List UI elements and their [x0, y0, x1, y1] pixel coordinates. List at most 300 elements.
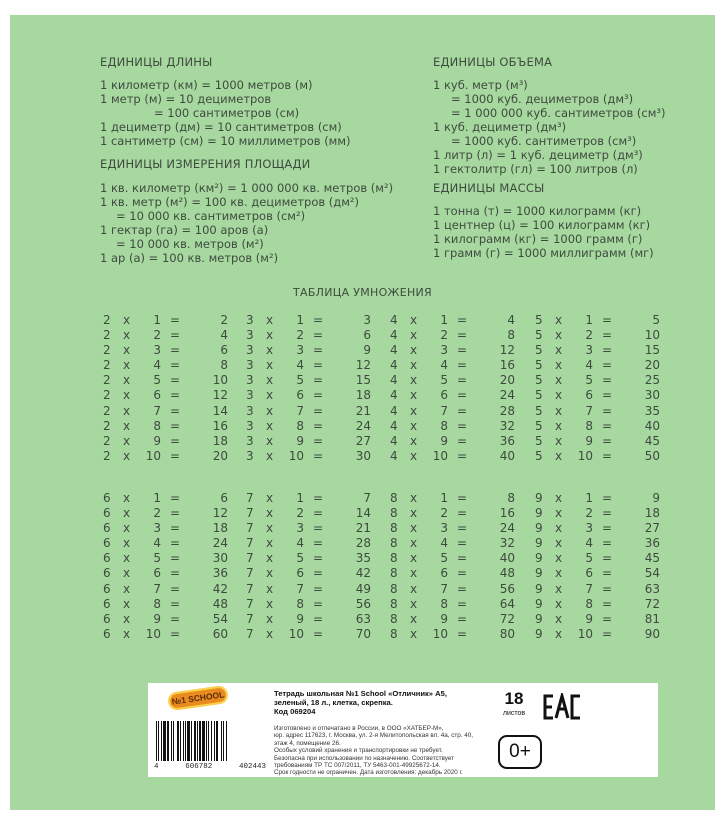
- factor: 5: [535, 433, 543, 448]
- product: 6: [363, 328, 371, 343]
- times-table-6: [103, 491, 243, 642]
- multiplication-row: [390, 419, 530, 434]
- product: 27: [644, 521, 660, 536]
- area-line: = 10 000 кв. метров (м²): [116, 237, 264, 251]
- product: 5: [652, 313, 660, 327]
- product: 32: [499, 536, 515, 551]
- factor: 6: [103, 596, 111, 611]
- volume-line: 1 куб. метр (м³): [433, 78, 528, 92]
- product: 7: [363, 491, 371, 505]
- factor: 3: [246, 448, 254, 463]
- mass-line: 1 центнер (ц) = 100 килограмм (кг): [433, 218, 651, 232]
- factor: 8: [390, 626, 398, 641]
- area-units-list: [100, 181, 393, 265]
- product: 27: [355, 433, 371, 448]
- multiplication-row: [535, 506, 675, 521]
- length-units-list: [100, 78, 351, 148]
- multiplier: 4: [296, 536, 304, 551]
- multiplier: 1: [153, 313, 161, 327]
- times-sign: x: [410, 388, 418, 403]
- times-sign: x: [266, 373, 274, 388]
- equals-sign: =: [457, 596, 468, 611]
- multiplier: 8: [440, 418, 448, 433]
- barcode-bar: [194, 721, 196, 761]
- factor: 7: [246, 581, 254, 596]
- multiplier: 9: [440, 433, 448, 448]
- mass-units-title: ЕДИНИЦЫ МАССЫ: [433, 181, 545, 195]
- multiplier: 1: [585, 313, 593, 327]
- product: 14: [355, 506, 371, 521]
- product: 8: [507, 328, 515, 343]
- equals-sign: =: [602, 313, 613, 327]
- multiplier: 6: [296, 388, 304, 403]
- equals-sign: =: [602, 506, 613, 521]
- equals-sign: =: [170, 433, 181, 448]
- equals-sign: =: [602, 491, 613, 505]
- multiplication-row: [246, 627, 386, 642]
- equals-sign: =: [313, 343, 324, 358]
- multiplication-row: [246, 597, 386, 612]
- multiplication-row: [535, 521, 675, 536]
- product: 48: [212, 596, 228, 611]
- barcode-bar: [199, 721, 201, 761]
- product: 30: [355, 448, 371, 463]
- equals-sign: =: [457, 551, 468, 566]
- factor: 3: [246, 403, 254, 418]
- factor: 4: [390, 358, 398, 373]
- multiplication-row: [390, 536, 530, 551]
- barcode-digit-group: 4: [154, 763, 159, 771]
- times-sign: x: [410, 536, 418, 551]
- barcode-bar: [161, 721, 162, 761]
- factor: 5: [535, 343, 543, 358]
- factor: 8: [390, 536, 398, 551]
- times-sign: x: [555, 581, 563, 596]
- times-sign: x: [410, 506, 418, 521]
- multiplier: 1: [440, 491, 448, 505]
- multiplication-row: [390, 373, 530, 388]
- multiplication-row: [103, 597, 243, 612]
- factor: 5: [535, 358, 543, 373]
- multiplication-row: [246, 551, 386, 566]
- times-sign: x: [555, 521, 563, 536]
- factor: 9: [535, 566, 543, 581]
- product: 12: [355, 358, 371, 373]
- volume-line: 1 куб. дециметр (дм³): [433, 120, 567, 134]
- equals-sign: =: [457, 313, 468, 327]
- equals-sign: =: [313, 373, 324, 388]
- factor: 9: [535, 596, 543, 611]
- factor: 6: [103, 581, 111, 596]
- multiplication-row: [390, 506, 530, 521]
- multiplication-row: [246, 536, 386, 551]
- factor: 5: [535, 313, 543, 327]
- times-sign: x: [123, 418, 131, 433]
- times-sign: x: [123, 521, 131, 536]
- length-line: 1 метр (м) = 10 дециметров: [100, 92, 272, 106]
- area-units-title: ЕДИНИЦЫ ИЗМЕРЕНИЯ ПЛОЩАДИ: [100, 157, 311, 171]
- product: 12: [212, 388, 228, 403]
- product: 30: [212, 551, 228, 566]
- product: 20: [499, 373, 515, 388]
- barcode-bar: [208, 721, 209, 761]
- factor: 2: [103, 358, 111, 373]
- equals-sign: =: [457, 491, 468, 505]
- times-sign: x: [123, 358, 131, 373]
- barcode-bar: [226, 721, 227, 761]
- times-sign: x: [123, 551, 131, 566]
- factor: 8: [390, 551, 398, 566]
- equals-sign: =: [457, 373, 468, 388]
- equals-sign: =: [313, 611, 324, 626]
- multiplication-row: [535, 328, 675, 343]
- factor: 5: [535, 328, 543, 343]
- equals-sign: =: [602, 403, 613, 418]
- multiplier: 8: [153, 596, 161, 611]
- times-sign: x: [555, 611, 563, 626]
- multiplication-row: [390, 328, 530, 343]
- times-sign: x: [555, 448, 563, 463]
- multiplication-row: [535, 358, 675, 373]
- equals-sign: =: [602, 358, 613, 373]
- multiplication-row: [390, 491, 530, 506]
- multiplication-row: [246, 506, 386, 521]
- eac-mark-icon: [542, 693, 582, 721]
- equals-sign: =: [170, 343, 181, 358]
- barcode-bar: [206, 721, 207, 761]
- multiplier: 4: [440, 536, 448, 551]
- times-sign: x: [123, 506, 131, 521]
- multiplication-row: [246, 388, 386, 403]
- multiplier: 7: [440, 403, 448, 418]
- multiplier: 5: [153, 373, 161, 388]
- multiplication-row: [103, 521, 243, 536]
- product: 56: [355, 596, 371, 611]
- multiplication-row: [246, 491, 386, 506]
- factor: 9: [535, 611, 543, 626]
- mass-line: 1 тонна (т) = 1000 килограмм (кг): [433, 204, 642, 218]
- barcode-bar: [183, 721, 184, 761]
- times-sign: x: [266, 343, 274, 358]
- barcode-bar: [216, 721, 218, 761]
- multiplication-row: [390, 521, 530, 536]
- barcode-number: [154, 763, 266, 771]
- multiplication-row: [246, 404, 386, 419]
- equals-sign: =: [313, 403, 324, 418]
- equals-sign: =: [170, 403, 181, 418]
- factor: 2: [103, 328, 111, 343]
- product-info-line: юр. адрес 117623, г. Москва, ул. 2-я Мелитопольская вл. 4а, стр. 40,: [274, 732, 474, 740]
- factor: 2: [103, 388, 111, 403]
- equals-sign: =: [313, 521, 324, 536]
- length-units-title: ЕДИНИЦЫ ДЛИНЫ: [100, 55, 213, 69]
- factor: 2: [103, 448, 111, 463]
- factor: 4: [390, 328, 398, 343]
- multiplication-row: [103, 506, 243, 521]
- multiplication-row: [246, 449, 386, 464]
- multiplication-row: [390, 582, 530, 597]
- times-sign: x: [410, 611, 418, 626]
- equals-sign: =: [457, 581, 468, 596]
- multiplier: 1: [153, 491, 161, 505]
- multiplier: 7: [296, 581, 304, 596]
- factor: 9: [535, 491, 543, 505]
- multiplication-row: [103, 551, 243, 566]
- product: 54: [644, 566, 660, 581]
- multiplication-row: [535, 434, 675, 449]
- times-sign: x: [266, 358, 274, 373]
- equals-sign: =: [313, 328, 324, 343]
- times-sign: x: [410, 551, 418, 566]
- equals-sign: =: [313, 551, 324, 566]
- multiplication-table-title: ТАБЛИЦА УМНОЖЕНИЯ: [292, 286, 433, 299]
- multiplier: 7: [153, 403, 161, 418]
- factor: 4: [390, 433, 398, 448]
- barcode-bar: [211, 721, 212, 761]
- multiplier: 7: [296, 403, 304, 418]
- multiplication-row: [535, 582, 675, 597]
- times-sign: x: [123, 328, 131, 343]
- multiplication-row: [535, 551, 675, 566]
- factor: 2: [103, 313, 111, 327]
- factor: 6: [103, 566, 111, 581]
- equals-sign: =: [602, 388, 613, 403]
- times-sign: x: [266, 388, 274, 403]
- product: 6: [220, 491, 228, 505]
- multiplier: 3: [440, 521, 448, 536]
- equals-sign: =: [457, 433, 468, 448]
- product: 64: [499, 596, 515, 611]
- equals-sign: =: [602, 566, 613, 581]
- multiplier: 3: [440, 343, 448, 358]
- equals-sign: =: [170, 448, 181, 463]
- multiplier: 2: [585, 506, 593, 521]
- factor: 4: [390, 373, 398, 388]
- equals-sign: =: [170, 418, 181, 433]
- times-sign: x: [266, 611, 274, 626]
- barcode-bar: [223, 721, 224, 761]
- factor: 6: [103, 551, 111, 566]
- multiplier: 9: [296, 611, 304, 626]
- equals-sign: =: [170, 521, 181, 536]
- times-sign: x: [123, 611, 131, 626]
- sheets-label: листов: [502, 710, 526, 717]
- multiplication-row: [103, 388, 243, 403]
- product: 28: [499, 403, 515, 418]
- equals-sign: =: [457, 626, 468, 641]
- multiplication-row: [103, 419, 243, 434]
- equals-sign: =: [602, 611, 613, 626]
- multiplier: 1: [296, 313, 304, 327]
- equals-sign: =: [170, 536, 181, 551]
- product: 16: [499, 358, 515, 373]
- product-info-line: требованиям ТР ТС 007/2011, ТУ 5463-001-49925672-14.: [274, 762, 441, 770]
- product-info-line: Особых условий хранения и транспортировки не требует.: [274, 747, 443, 755]
- multiplier: 7: [153, 581, 161, 596]
- equals-sign: =: [170, 551, 181, 566]
- product: 54: [212, 611, 228, 626]
- multiplier: 9: [153, 433, 161, 448]
- length-line: = 100 сантиметров (см): [154, 106, 300, 120]
- equals-sign: =: [457, 328, 468, 343]
- volume-units-list: [433, 78, 666, 176]
- times-table-4: [390, 313, 530, 464]
- times-sign: x: [555, 388, 563, 403]
- multiplier: 5: [585, 551, 593, 566]
- times-sign: x: [410, 358, 418, 373]
- product-title: [274, 689, 484, 716]
- multiplier: 10: [145, 448, 161, 463]
- product: 42: [212, 581, 228, 596]
- multiplication-row: [390, 627, 530, 642]
- product: 18: [355, 388, 371, 403]
- equals-sign: =: [313, 506, 324, 521]
- equals-sign: =: [313, 581, 324, 596]
- multiplication-row: [103, 627, 243, 642]
- product: 16: [499, 506, 515, 521]
- product: 35: [355, 551, 371, 566]
- times-table-8: [390, 491, 530, 642]
- factor: 6: [103, 521, 111, 536]
- length-line: 1 дециметр (дм) = 10 сантиметров (см): [100, 120, 342, 134]
- multiplier: 4: [296, 358, 304, 373]
- sheets-count: 18: [504, 689, 524, 708]
- multiplier: 1: [296, 491, 304, 505]
- times-sign: x: [266, 626, 274, 641]
- product: 36: [644, 536, 660, 551]
- multiplication-row: [246, 373, 386, 388]
- equals-sign: =: [457, 611, 468, 626]
- factor: 8: [390, 566, 398, 581]
- product-title-line: зеленый, 18 л., клетка, скрепка.: [274, 698, 393, 707]
- multiplication-row: [390, 343, 530, 358]
- product: 90: [644, 626, 660, 641]
- product: 63: [644, 581, 660, 596]
- equals-sign: =: [170, 313, 181, 327]
- times-sign: x: [555, 343, 563, 358]
- times-sign: x: [555, 313, 563, 327]
- multiplier: 4: [153, 536, 161, 551]
- equals-sign: =: [170, 566, 181, 581]
- volume-line: = 1000 куб. дециметров (дм³): [451, 92, 634, 106]
- multiplication-row: [390, 566, 530, 581]
- multiplication-row: [103, 434, 243, 449]
- product: 81: [644, 611, 660, 626]
- product: 21: [355, 521, 371, 536]
- product: 70: [355, 626, 371, 641]
- times-sign: x: [555, 566, 563, 581]
- times-sign: x: [410, 581, 418, 596]
- times-sign: x: [410, 313, 418, 327]
- factor: 5: [535, 373, 543, 388]
- equals-sign: =: [457, 343, 468, 358]
- multiplier: 3: [585, 521, 593, 536]
- equals-sign: =: [170, 388, 181, 403]
- multiplier: 9: [585, 611, 593, 626]
- multiplication-row: [390, 358, 530, 373]
- times-sign: x: [123, 596, 131, 611]
- multiplier: 10: [288, 448, 304, 463]
- times-sign: x: [410, 596, 418, 611]
- times-sign: x: [123, 626, 131, 641]
- barcode-bar: [177, 721, 179, 761]
- multiplier: 7: [440, 581, 448, 596]
- equals-sign: =: [602, 433, 613, 448]
- product: 80: [499, 626, 515, 641]
- area-line: = 10 000 кв. сантиметров (см²): [116, 209, 306, 223]
- equals-sign: =: [313, 566, 324, 581]
- multiplication-row: [390, 612, 530, 627]
- equals-sign: =: [313, 388, 324, 403]
- factor: 4: [390, 388, 398, 403]
- equals-sign: =: [170, 373, 181, 388]
- multiplication-row: [103, 449, 243, 464]
- product: 50: [644, 448, 660, 463]
- multiplier: 2: [296, 328, 304, 343]
- factor: 8: [390, 596, 398, 611]
- multiplication-row: [535, 536, 675, 551]
- multiplier: 3: [296, 343, 304, 358]
- product-info: [274, 725, 504, 777]
- factor: 7: [246, 506, 254, 521]
- times-sign: x: [266, 551, 274, 566]
- factor: 2: [103, 418, 111, 433]
- multiplier: 8: [153, 418, 161, 433]
- equals-sign: =: [602, 551, 613, 566]
- multiplier: 2: [153, 506, 161, 521]
- times-sign: x: [123, 433, 131, 448]
- factor: 3: [246, 373, 254, 388]
- product: 21: [355, 403, 371, 418]
- length-line: 1 сантиметр (см) = 10 миллиметров (мм): [100, 134, 351, 148]
- product: 4: [220, 328, 228, 343]
- multiplication-row: [535, 597, 675, 612]
- multiplier: 10: [288, 626, 304, 641]
- product: 40: [644, 418, 660, 433]
- multiplication-row: [103, 612, 243, 627]
- product: 14: [212, 403, 228, 418]
- times-sign: x: [123, 403, 131, 418]
- equals-sign: =: [602, 328, 613, 343]
- product-info-line: Безопасна при использовании по назначению. Соответствует: [274, 754, 455, 762]
- times-sign: x: [123, 313, 131, 327]
- factor: 7: [246, 491, 254, 505]
- equals-sign: =: [457, 536, 468, 551]
- product: 28: [355, 536, 371, 551]
- equals-sign: =: [170, 506, 181, 521]
- times-sign: x: [555, 626, 563, 641]
- times-sign: x: [410, 343, 418, 358]
- times-sign: x: [266, 521, 274, 536]
- barcode-digit-group: 402443: [238, 763, 266, 771]
- multiplier: 3: [296, 521, 304, 536]
- multiplier: 10: [577, 448, 593, 463]
- multiplier: 7: [585, 581, 593, 596]
- product: 24: [499, 521, 515, 536]
- product: 15: [355, 373, 371, 388]
- times-sign: x: [266, 313, 274, 327]
- equals-sign: =: [313, 626, 324, 641]
- equals-sign: =: [313, 418, 324, 433]
- factor: 4: [390, 448, 398, 463]
- multiplication-row: [390, 404, 530, 419]
- volume-units-title: ЕДИНИЦЫ ОБЪЕМА: [433, 55, 553, 69]
- multiplier: 6: [585, 566, 593, 581]
- times-sign: x: [123, 581, 131, 596]
- multiplier: 2: [153, 328, 161, 343]
- multiplier: 2: [440, 506, 448, 521]
- multiplier: 6: [153, 388, 161, 403]
